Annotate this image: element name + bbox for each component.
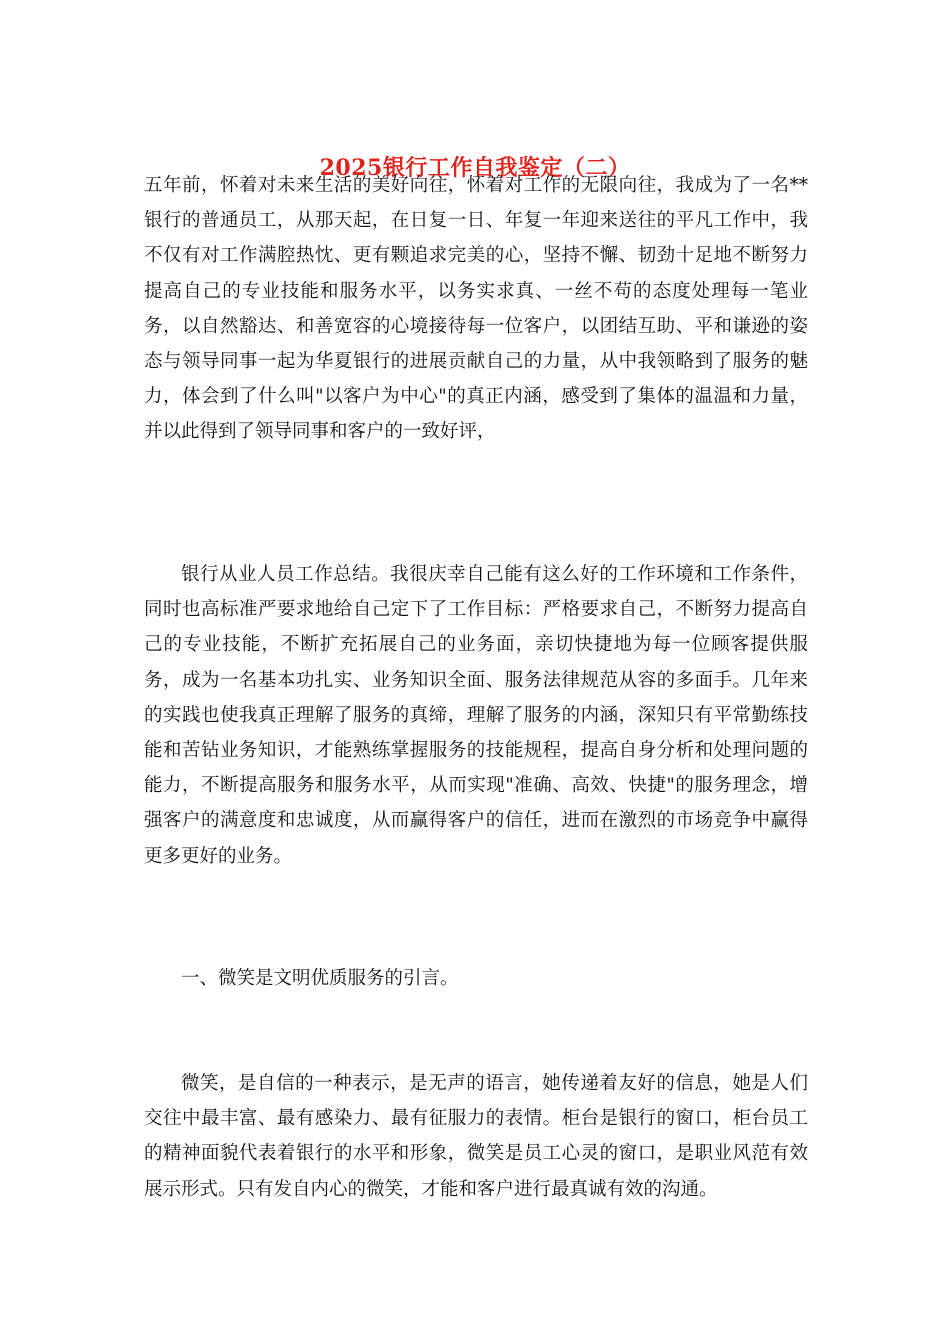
section-heading-smile: 一、微笑是文明优质服务的引言。: [181, 968, 459, 989]
paragraph-intro: 五年前，怀着对未来生活的美好向往，怀着对工作的无限向往，我成为了一名**银行的普通员工，从那天起，在日复一日、年复一年迎来送往的平凡工作中，我不仅有对工作满腔热忱、更有颗追求完美的心，坚持不懈、韧劲十足地不断努力提高自己的专业技能和服务水平，以务实求真、一丝不苟的态度处理每一笔业务，以自然豁达、和善宽容的心境接待每一位客户，以团结互助、平和谦逊的姿态与领导同事一起为华夏银行的进展贡献自己的力量，从中我领略到了服务的魅力，体会到了什么叫"以客户为中心"的真正内涵，感受到了集体的温温和力量，并以此得到了领导同事和客户的一致好评，: [144, 175, 808, 443]
paragraph-smile: 微笑，是自信的一种表示，是无声的语言，她传递着友好的信息，她是人们交往中最丰富、最有感染力、最有征服力的表情。柜台是银行的窗口，柜台员工的精神面貌代表着银行的水平和形象，微笑是员工心灵的窗口，是职业风范有效展示形式。只有发自内心的微笑，才能和客户进行最真诚有效的沟通。: [144, 1073, 808, 1200]
document-title: 2025银行工作自我鉴定（二）: [319, 155, 631, 181]
paragraph-work-summary: 银行从业人员工作总结。我很庆幸自己能有这么好的工作环境和工作条件，同时也高标准严要求地给自己定下了工作目标：严格要求自己，不断努力提高自己的专业技能，不断扩充拓展自己的业务面，亲切快捷地为每一位顾客提供服务，成为一名基本功扎实、业务知识全面、服务法律规范从容的多面手。几年来的实践也使我真正理解了服务的真缔，理解了服务的内涵，深知只有平常勤练技能和苦钻业务知识，才能熟练掌握服务的技能规程，提高自身分析和处理问题的能力，不断提高服务和服务水平，从而实现"准确、高效、快捷"的服务理念，增强客户的满意度和忠诚度，从而赢得客户的信任，进而在激烈的市场竞争中赢得更多更好的业务。: [144, 564, 808, 867]
